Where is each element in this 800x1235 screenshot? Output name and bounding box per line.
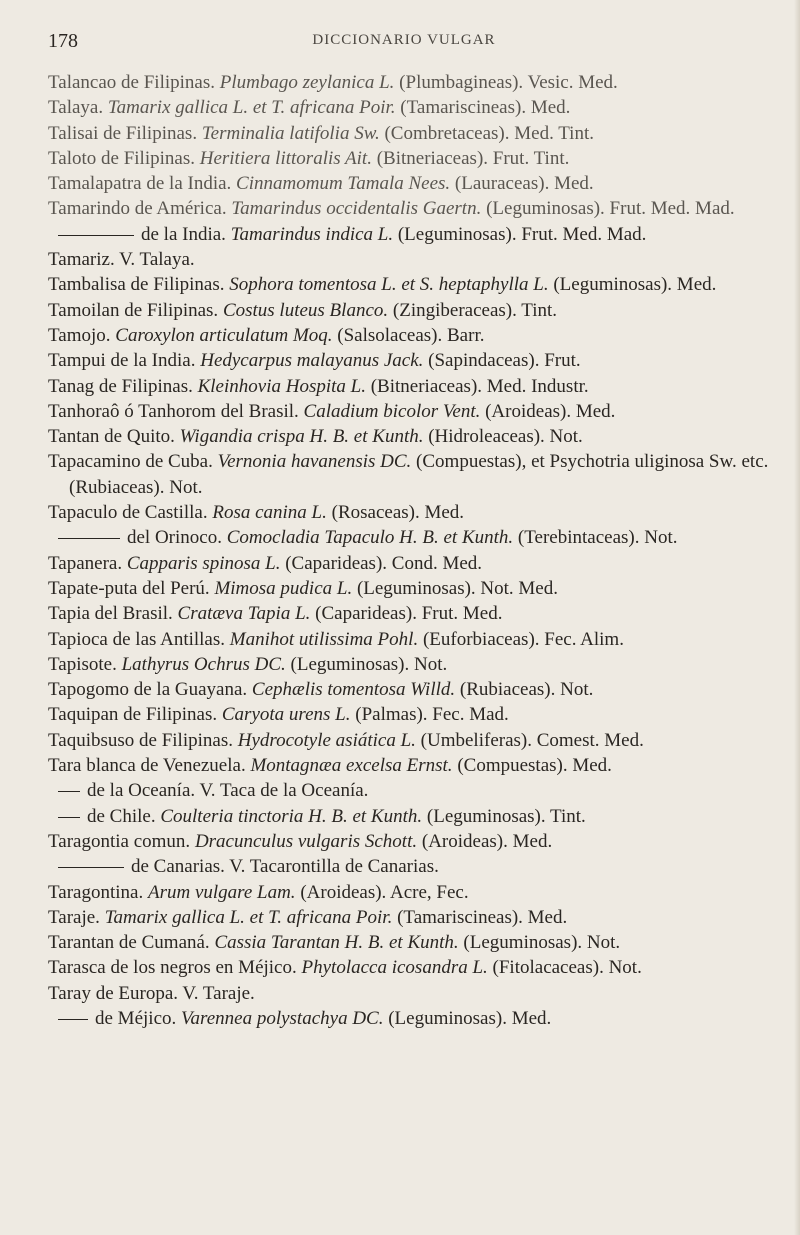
entry-scientific-name: Cinnamomum Tamala Nees. [236,173,451,195]
entry-common-name: Taquibsuso de Filipinas. [48,729,238,751]
entry-scientific-name: Plumbago zeylanica L. [219,72,395,93]
dictionary-entry [48,804,776,829]
entry-common-name: Tapacamino de Cuba. [48,451,218,473]
entry-common-name: Tapisote. [48,653,122,675]
entry-scientific-name: Wigandia crispa H. B. et Kunth. [179,426,424,448]
entry-common-name: Tapogomo de la Guayana. [48,679,252,701]
running-head: DICCIONARIO VULGAR [312,32,496,48]
entry-family-and-uses: (Salsolaceas). Barr. [332,324,485,346]
dictionary-entry [48,196,776,221]
entry-family-and-uses: (Leguminosas). Not. [285,653,448,675]
entry-family-and-uses: (Aroideas). Med. [480,400,616,422]
entry-family-and-uses: (Zingiberaceas). Tint. [388,299,557,321]
dictionary-entry [48,399,776,424]
entry-common-name: Talancao de Filipinas. [48,72,220,93]
entry-scientific-name: Hydrocotyle asiática L. [237,729,416,751]
entry-common-name: Taragontia comun. [48,830,195,852]
dictionary-entry [48,854,776,879]
dictionary-entry [48,955,776,980]
entry-common-name: Tapanera. [48,552,127,574]
entry-family-and-uses: (Rosaceas). Med. [326,502,465,524]
entry-scientific-name: Caryota urens L. [221,704,351,726]
dictionary-entry [48,829,776,854]
entry-common-name: Taloto de Filipinas. [48,147,200,169]
entry-family-and-uses: (Leguminosas). Med. [548,274,717,296]
entry-family-and-uses: (Tamariscineas). Med. [392,906,568,928]
entry-scientific-name: Phytolacca icosandra L. [301,957,488,979]
entry-common-name: del Orinoco. [127,527,227,549]
entry-scientific-name: Arum vulgare Lam. [147,881,296,903]
page-header [48,30,760,54]
entry-family-and-uses: (Bitneriaceas). Frut. Tint. [371,147,570,169]
entry-scientific-name: Capparis spinosa L. [126,552,281,574]
dictionary-entry [48,449,776,500]
ditto-dash [58,1019,88,1020]
entry-list [48,70,776,1031]
dictionary-entry [48,677,776,702]
entry-family-and-uses: (Euforbiaceas). Fec. Alim. [418,628,624,650]
entry-family-and-uses: (Palmas). Fec. Mad. [350,704,509,726]
entry-family-and-uses: (Rubiaceas). Not. [455,679,594,701]
entry-common-name: de Chile. [87,805,161,827]
entry-scientific-name: Comocladia Tapaculo H. B. et Kunth. [226,527,514,549]
entry-scientific-name: Tamarix gallica L. et T. africana Poir. [104,906,393,928]
entry-common-name: Tamariz. V. Talaya. [48,249,195,271]
entry-common-name: Tamarindo de América. [48,198,232,220]
dictionary-entry [48,880,776,905]
entry-common-name: Tamalapatra de la India. [48,173,237,195]
entry-family-and-uses: (Caparideas). Cond. Med. [280,552,483,574]
entry-common-name: Talaya. [48,97,108,119]
dictionary-entry [48,146,776,171]
entry-common-name: Tanhoraô ó Tanhorom del Brasil. [48,400,304,422]
dictionary-entry [48,601,776,626]
entry-scientific-name: Lathyrus Ochrus DC. [121,653,286,675]
entry-common-name: Tamoilan de Filipinas. [48,299,223,321]
entry-scientific-name: Dracunculus vulgaris Schott. [194,830,418,852]
entry-family-and-uses: (Aroideas). Med. [417,830,553,852]
entry-family-and-uses: (Caparideas). Frut. Med. [310,603,503,625]
entry-scientific-name: Kleinhovia Hospita L. [197,375,366,397]
ditto-dash [58,235,134,236]
entry-common-name: de la India. [141,223,231,245]
entry-scientific-name: Sophora tomentosa L. et S. heptaphylla L. [229,274,549,296]
entry-family-and-uses: (Hidroleaceas). Not. [423,426,583,448]
dictionary-entry [48,348,776,373]
entry-scientific-name: Tamarindus occidentalis Gaertn. [231,198,482,220]
entry-family-and-uses: (Tamariscineas). Med. [395,97,571,119]
entry-family-and-uses: (Leguminosas). Frut. Med. Mad. [481,198,735,220]
dictionary-entry [48,930,776,955]
entry-family-and-uses: (Leguminosas). Not. Med. [352,577,558,599]
entry-scientific-name: Montagnæa excelsa Ernst. [250,755,453,777]
page-edge [794,0,800,1235]
entry-common-name: Tapia del Brasil. [48,603,178,625]
entry-scientific-name: Vernonia havanensis DC. [217,451,412,473]
entry-common-name: de la Oceanía. V. Taca de la Oceanía. [87,780,369,802]
entry-family-and-uses: (Aroideas). Acre, Fec. [295,881,469,903]
ditto-dash [58,791,80,792]
entry-common-name: Tarasca de los negros en Méjico. [48,957,302,979]
entry-common-name: Tampui de la India. [48,350,201,372]
entry-family-and-uses: (Fitolacaceas). Not. [487,957,642,979]
entry-scientific-name: Coulteria tinctoria H. B. et Kunth. [160,805,423,827]
entry-common-name: Taraje. [48,906,105,928]
entry-common-name: Tanag de Filipinas. [48,375,198,397]
entry-scientific-name: Cratæva Tapia L. [177,603,311,625]
ditto-dash [58,817,80,818]
entry-common-name: Talisai de Filipinas. [48,122,202,144]
dictionary-entry [48,905,776,930]
entry-common-name: de Canarias. V. Tacarontilla de Canarias. [131,856,439,878]
dictionary-entry [48,171,776,196]
entry-scientific-name: Rosa canina L. [212,502,327,524]
entry-family-and-uses: (Leguminosas). Not. [458,932,621,954]
dictionary-entry [48,424,776,449]
dictionary-entry [48,500,776,525]
entry-family-and-uses: (Terebintaceas). Not. [513,527,678,549]
entry-family-and-uses: (Plumbagineas). Vesic. Med. [394,72,618,93]
dictionary-entry [48,576,776,601]
entry-family-and-uses: (Bitneriaceas). Med. Industr. [365,375,589,397]
entry-scientific-name: Cassia Tarantan H. B. et Kunth. [214,932,459,954]
dictionary-entry [48,323,776,348]
dictionary-entry [48,753,776,778]
ditto-dash [58,867,124,868]
entry-common-name: Tamojo. [48,324,116,346]
entry-common-name: Tapioca de las Antillas. [48,628,230,650]
dictionary-entry [48,374,776,399]
entry-scientific-name: Heritiera littoralis Ait. [199,147,372,169]
entry-scientific-name: Tamarindus indica L. [230,223,394,245]
dictionary-entry [48,272,776,297]
dictionary-entry [48,121,776,146]
dictionary-entry [48,551,776,576]
entry-common-name: Tambalisa de Filipinas. [48,274,230,296]
entry-scientific-name: Hedycarpus malayanus Jack. [200,350,424,372]
ditto-dash [58,538,120,539]
entry-family-and-uses: (Umbeliferas). Comest. Med. [415,729,644,751]
entry-scientific-name: Caroxylon articulatum Moq. [115,324,333,346]
dictionary-entry [48,525,776,550]
entry-scientific-name: Manihot utilissima Pohl. [229,628,419,650]
entry-common-name: Tarantan de Cumaná. [48,932,215,954]
dictionary-entry [48,652,776,677]
entry-scientific-name: Mimosa pudica L. [214,577,353,599]
entry-scientific-name: Terminalia latifolia Sw. [201,122,380,144]
dictionary-entry [48,247,776,272]
page-number: 178 [48,30,78,52]
dictionary-entry [48,728,776,753]
entry-family-and-uses: (Leguminosas). Tint. [422,805,586,827]
dictionary-entry [48,778,776,803]
entry-common-name: Tapate-puta del Perú. [48,577,215,599]
entry-family-and-uses: (Sapindaceas). Frut. [423,350,581,372]
dictionary-entry [48,981,776,1006]
entry-common-name: Tara blanca de Venezuela. [48,755,251,777]
entry-scientific-name: Cephælis tomentosa Willd. [251,679,456,701]
entry-scientific-name: Costus luteus Blanco. [222,299,389,321]
dictionary-entry [48,627,776,652]
dictionary-entry [48,298,776,323]
entry-family-and-uses: (Compuestas), et Psychotria uliginosa Sw. etc. (Rubiaceas). Not. [69,451,769,498]
entry-common-name: Tapaculo de Castilla. [48,502,213,524]
entry-family-and-uses: (Combretaceas). Med. Tint. [379,122,594,144]
entry-family-and-uses: (Leguminosas). Med. [383,1007,552,1029]
dictionary-entry [48,702,776,727]
entry-scientific-name: Varennea polystachya DC. [181,1007,384,1029]
dictionary-entry [48,1006,776,1031]
entry-family-and-uses: (Compuestas). Med. [452,755,612,777]
dictionary-entry [48,95,776,120]
entry-common-name: Tantan de Quito. [48,426,180,448]
entry-common-name: de Méjico. [95,1007,182,1029]
entry-common-name: Taragontina. [48,881,148,903]
entry-common-name: Taray de Europa. V. Taraje. [48,982,255,1004]
entry-scientific-name: Tamarix gallica L. et T. africana Poir. [107,97,396,119]
entry-family-and-uses: (Leguminosas). Frut. Med. Mad. [393,223,647,245]
dictionary-entry [48,222,776,247]
entry-scientific-name: Caladium bicolor Vent. [303,400,481,422]
entry-family-and-uses: (Lauraceas). Med. [450,173,594,195]
entry-common-name: Taquipan de Filipinas. [48,704,222,726]
dictionary-entry [48,70,776,95]
